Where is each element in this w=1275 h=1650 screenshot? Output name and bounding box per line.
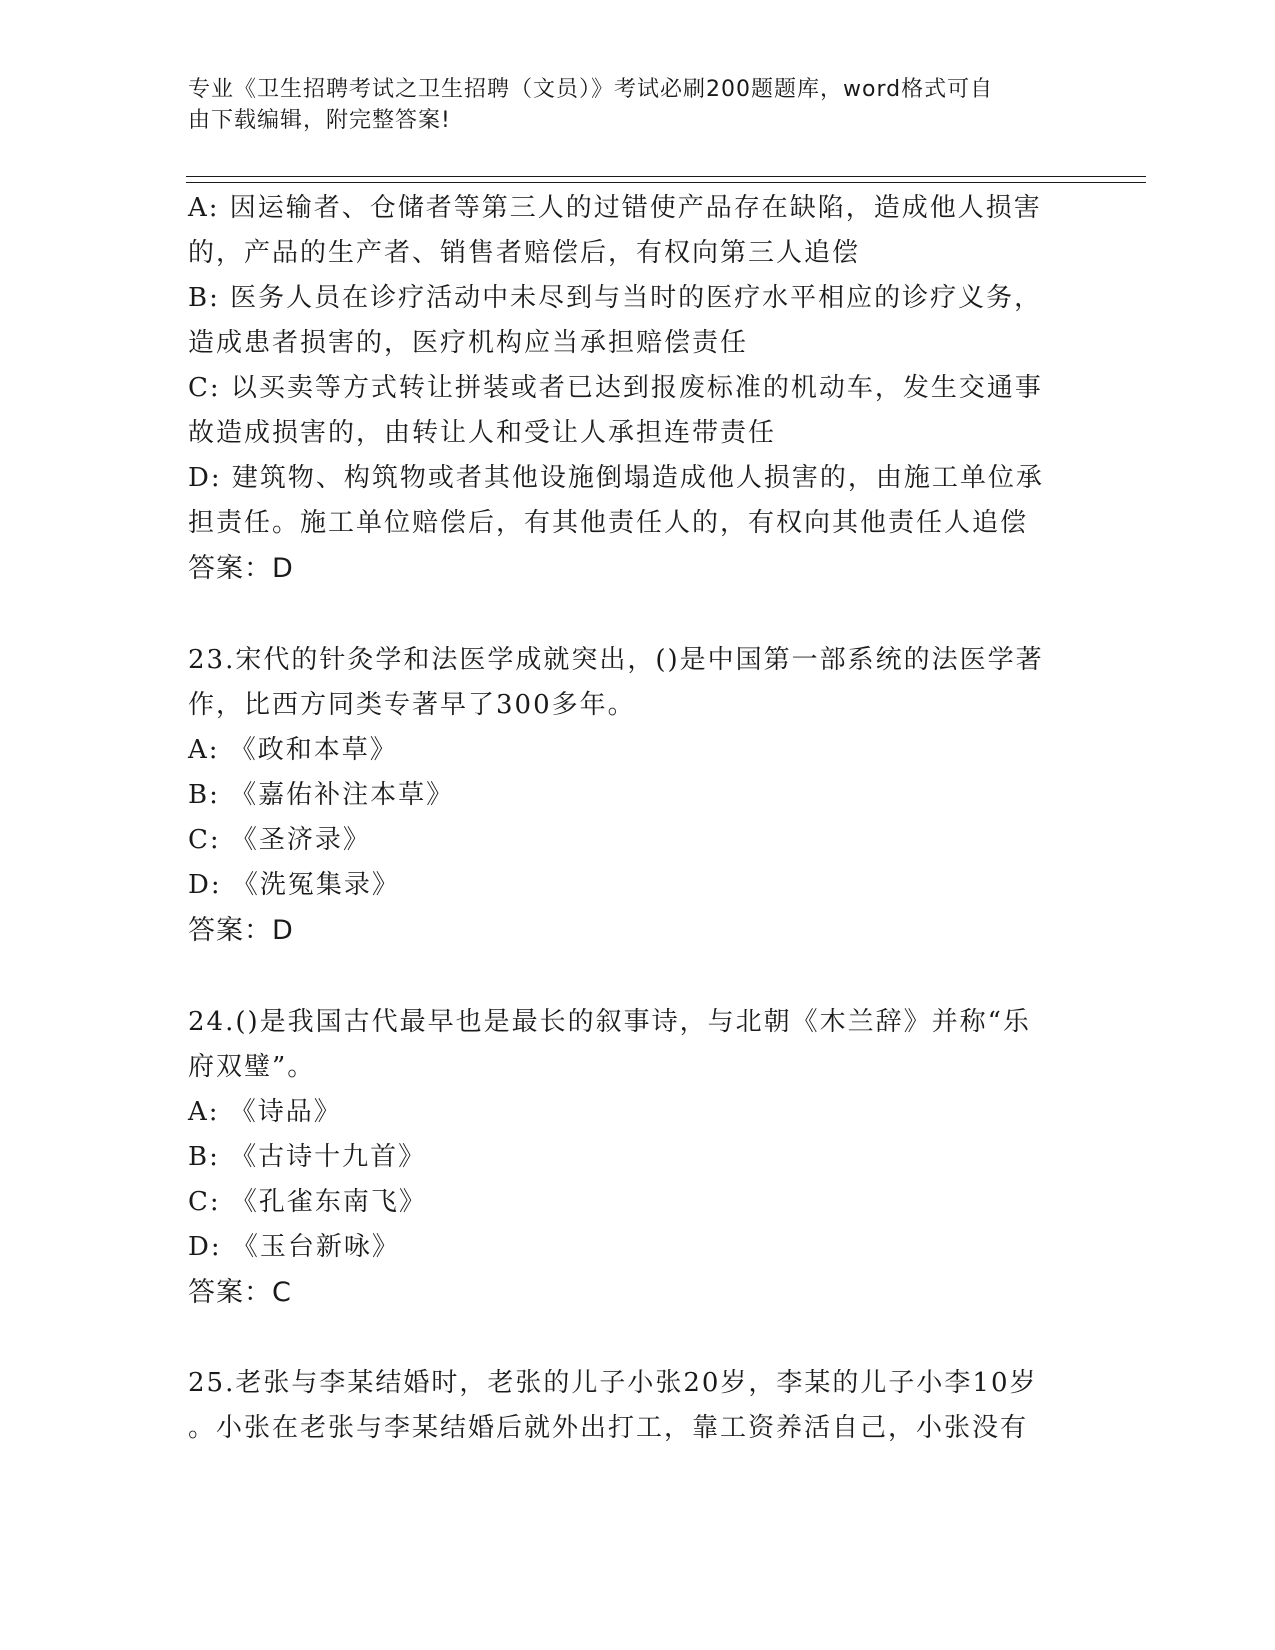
option-b-line-2: 造成患者损害的，医疗机构应当承担赔偿责任 [188, 328, 749, 358]
answer-line: 答案：D [188, 915, 294, 946]
question-list [188, 186, 1088, 1451]
question-stem-line-1: 23.宋代的针灸学和法医学成就突出，()是中国第一部系统的法医学著 [188, 645, 1044, 675]
option-c: C: 《孔雀东南飞》 [188, 1187, 427, 1217]
question-stem-line-2: 。小张在老张与李某结婚后就外出打工，靠工资养活自己，小张没有 [188, 1413, 1029, 1443]
spacer [188, 591, 1088, 638]
option-d-line-1: D: 建筑物、构筑物或者其他设施倒塌造成他人损害的，由施工单位承 [188, 463, 1044, 493]
header-title-line-2: 由下载编辑，附完整答案! [188, 108, 451, 133]
question-stem-line-1: 24.()是我国古代最早也是最长的叙事诗，与北朝《木兰辞》并称“乐 [188, 1007, 1031, 1037]
option-a-line-2: 的，产品的生产者、销售者赔偿后，有权向第三人追偿 [188, 238, 861, 268]
question-22-options [188, 186, 1088, 591]
option-d-line-2: 担责任。施工单位赔偿后，有其他责任人的，有权向其他责任人追偿 [188, 508, 1029, 538]
question-stem-line-1: 25.老张与李某结婚时，老张的儿子小张20岁，李某的儿子小李10岁 [188, 1368, 1038, 1398]
option-c-line-1: C: 以买卖等方式转让拼装或者已达到报废标准的机动车，发生交通事 [188, 373, 1043, 403]
question-23 [188, 638, 1088, 953]
option-c-line-2: 故造成损害的，由转让人和受让人承担连带责任 [188, 418, 777, 448]
option-b-line-1: B: 医务人员在诊疗活动中未尽到与当时的医疗水平相应的诊疗义务， [188, 283, 1043, 313]
question-24 [188, 1000, 1088, 1315]
option-b: B: 《古诗十九首》 [188, 1142, 427, 1172]
header-divider-top [186, 176, 1146, 177]
option-a: A: 《诗品》 [188, 1097, 342, 1127]
option-b: B: 《嘉佑补注本草》 [188, 780, 455, 810]
option-d: D: 《洗冤集录》 [188, 870, 400, 900]
option-a-line-1: A: 因运输者、仓储者等第三人的过错使产品存在缺陷，造成他人损害 [188, 193, 1042, 223]
spacer [188, 1315, 1088, 1361]
option-c: C: 《圣济录》 [188, 825, 371, 855]
option-d: D: 《玉台新咏》 [188, 1232, 400, 1262]
answer-line: 答案：D [188, 553, 294, 584]
header-divider-bottom [186, 182, 1146, 183]
spacer [188, 953, 1088, 1000]
document-header [188, 74, 1068, 136]
answer-line: 答案：C [188, 1277, 292, 1308]
question-stem-line-2: 府双璧”。 [188, 1052, 316, 1082]
question-stem-line-2: 作，比西方同类专著早了300多年。 [188, 690, 636, 720]
header-title-line-1: 专业《卫生招聘考试之卫生招聘（文员）》考试必刷200题题库，word格式可自 [188, 77, 994, 102]
option-a: A: 《政和本草》 [188, 735, 398, 765]
question-25 [188, 1361, 1088, 1451]
